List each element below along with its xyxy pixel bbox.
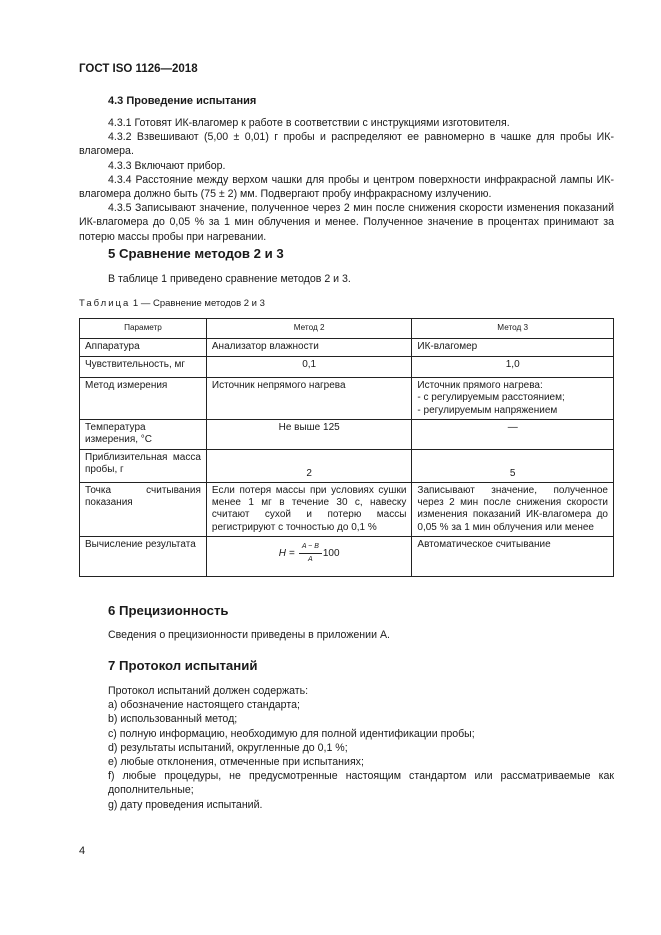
section-7-title: 7 Протокол испытаний bbox=[108, 658, 258, 673]
table-cell: Если потеря массы при условиях сушки менее 1 мг в течение 30 с, навеску считают сухой и потерю массы регистрируют с точностью до 0,1 % bbox=[206, 482, 412, 536]
table-cell bbox=[412, 378, 614, 420]
paragraph-4-3-5: 4.3.5 Записывают значение, полученное через 2 мин после снижения скорости изменения показаний ИК-влагомера до 0,05 % за 1 мин облучения и менее. Полученное значение в процентах принимают за потерю массы пробы при нагревании. bbox=[79, 202, 614, 243]
table-cell: Метод измерения bbox=[80, 378, 207, 420]
table-cell: Аппаратура bbox=[80, 339, 207, 357]
table-cell: Записывают значение, полученное через 2 мин после снижения скорости изменения показаний ИК-влагомера до 0,05 % за 1 мин облучения или менее bbox=[412, 482, 614, 536]
paragraph-4-3-2: 4.3.2 Взвешивают (5,00 ± 0,01) г пробы и распределяют ее равномерно в чашке для пробы ИК-влагомера. bbox=[79, 131, 614, 158]
list-item: e) любые отклонения, отмеченные при испытаниях; bbox=[108, 756, 364, 769]
formula-numerator: A − B bbox=[299, 541, 322, 554]
comparison-table bbox=[79, 318, 614, 577]
table-cell: Не выше 125 bbox=[206, 419, 412, 449]
page-number: 4 bbox=[79, 845, 86, 857]
table-cell: 1,0 bbox=[412, 357, 614, 378]
list-item: d) результаты испытаний, округленные до 0,1 %; bbox=[108, 741, 348, 754]
table-cell: — bbox=[412, 419, 614, 449]
list-item: g) дату проведения испытаний. bbox=[108, 798, 263, 811]
table-cell: ИК-влагомер bbox=[412, 339, 614, 357]
table-row bbox=[80, 378, 614, 420]
section-7-intro: Протокол испытаний должен содержать: bbox=[108, 685, 309, 697]
section-6-text: Сведения о прецизионности приведены в приложении А. bbox=[108, 629, 390, 641]
table-cell: Точка считывания показания bbox=[80, 482, 207, 536]
table-row bbox=[80, 482, 614, 536]
section-6-title: 6 Прецизионность bbox=[108, 603, 229, 618]
formula-lhs: H bbox=[278, 547, 286, 559]
paragraph-4-3-1: 4.3.1 Готовят ИК-влагомер к работе в соответствии с инструкциями изготовителя. bbox=[108, 117, 510, 129]
table-cell: Приблизительная масса пробы, г bbox=[80, 449, 207, 482]
method-3-heating-label: Источник прямого нагрева: bbox=[417, 380, 543, 391]
table-cell: Автоматическое считывание bbox=[412, 537, 614, 577]
table-cell: Анализатор влажности bbox=[206, 339, 412, 357]
table-cell: Источник непрямого нагрева bbox=[206, 378, 412, 420]
formula bbox=[212, 539, 407, 567]
table-cell: Вычисление результата bbox=[80, 537, 207, 577]
list-item: f) любые процедуры, не предусмотренные настоящим стандартом или рассматриваемые как дополнительные; bbox=[108, 770, 614, 797]
table-row bbox=[80, 537, 614, 577]
list-item: c) полную информацию, необходимую для полной идентификации пробы; bbox=[108, 727, 475, 740]
section-7-body bbox=[108, 684, 614, 812]
section-5-text: В таблице 1 приведено сравнение методов 2 и 3. bbox=[108, 273, 351, 285]
header-method-2: Метод 2 bbox=[206, 319, 412, 339]
table-row bbox=[80, 357, 614, 378]
section-4-3-body bbox=[79, 116, 614, 244]
table-caption: Таблица 1 — Сравнение методов 2 и 3 bbox=[79, 298, 265, 309]
table-cell: Чувствительность, мг bbox=[80, 357, 207, 378]
section-5-title: 5 Сравнение методов 2 и 3 bbox=[108, 246, 284, 261]
table-row bbox=[80, 449, 614, 482]
formula-fraction bbox=[299, 541, 322, 567]
paragraph-4-3-4: 4.3.4 Расстояние между верхом чашки для пробы и центром поверхности инфракрасной лампы ИК-влагомера должно быть (75 ± 2) мм. Подвергают пробу инфракрасному излучению. bbox=[79, 173, 614, 201]
method-3-bullet: - регулируемым напряжением bbox=[417, 404, 558, 416]
table-cell: 2 bbox=[206, 449, 412, 482]
document-header: ГОСТ ISO 1126—2018 bbox=[79, 63, 198, 75]
table-row bbox=[80, 419, 614, 449]
table-row bbox=[80, 339, 614, 357]
list-item: a) обозначение настоящего стандарта; bbox=[108, 699, 300, 712]
header-method-3: Метод 3 bbox=[412, 319, 614, 339]
formula-denominator: A bbox=[308, 556, 313, 564]
header-parameter: Параметр bbox=[80, 319, 207, 339]
paragraph-4-3-3: 4.3.3 Включают прибор. bbox=[108, 159, 226, 172]
formula-factor: 100 bbox=[322, 547, 340, 559]
table-cell: Температура измерения, °С bbox=[80, 419, 207, 449]
method-3-bullet: - с регулируемым расстоянием; bbox=[417, 392, 565, 404]
table-cell: 0,1 bbox=[206, 357, 412, 378]
table-cell bbox=[206, 537, 412, 577]
formula-equals: = bbox=[288, 547, 295, 559]
list-item: b) использованный метод; bbox=[108, 713, 238, 726]
table-header-row bbox=[80, 319, 614, 339]
section-4-3-title: 4.3 Проведение испытания bbox=[108, 95, 257, 107]
table-cell: 5 bbox=[412, 449, 614, 482]
